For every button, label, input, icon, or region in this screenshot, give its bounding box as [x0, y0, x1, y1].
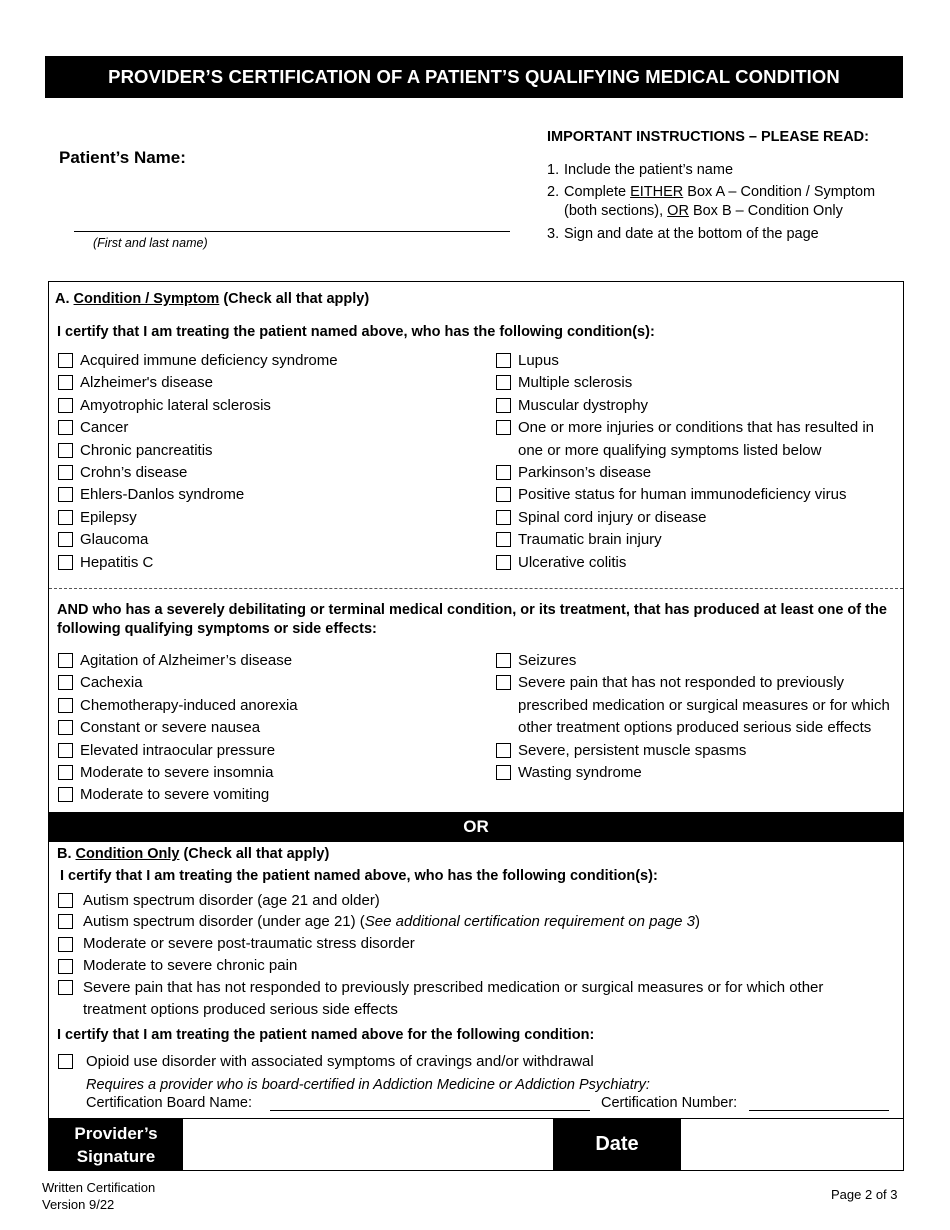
- condition-checkbox-item: [58, 890, 858, 912]
- checkbox-label: Severe pain that has not responded to previously prescribed medication or surgical measures or for which other treatment options produced serious side effects: [83, 979, 824, 1019]
- checkbox[interactable]: [496, 353, 511, 368]
- checkbox[interactable]: [58, 765, 73, 780]
- checkbox-item: [496, 507, 891, 529]
- box-a-symptoms-heading: AND who has a severely debilitating or terminal medical condition, or its treatment, that has produced at least one of the following qualifying symptoms or side effects:: [57, 602, 887, 637]
- checkbox-label: Seizures: [518, 652, 577, 669]
- box-b-title: B. Condition Only (Check all that apply): [57, 846, 330, 862]
- checkbox[interactable]: [58, 510, 73, 525]
- checkbox-label: Chemotherapy-induced anorexia: [80, 696, 298, 714]
- checkbox-item: [496, 672, 901, 739]
- instruction-item: [547, 161, 912, 180]
- checkbox[interactable]: [496, 675, 511, 690]
- checkbox[interactable]: [496, 398, 511, 413]
- checkbox-label: Lupus: [518, 352, 559, 369]
- instruction-number: 3.: [547, 226, 560, 242]
- checkbox-label: Traumatic brain injury: [518, 531, 662, 549]
- condition-checkbox-item: [58, 911, 858, 933]
- box-a-title: A. Condition / Symptom (Check all that apply): [55, 291, 370, 307]
- or-emphasis: OR: [667, 203, 689, 219]
- checkbox-item: [496, 740, 901, 762]
- box-a-conditions-left: [58, 350, 478, 580]
- instruction-text: Include the patient’s name: [564, 162, 734, 178]
- box-a-conditions-right: [496, 350, 896, 580]
- checkbox[interactable]: [58, 937, 73, 952]
- checkbox-item: [58, 372, 478, 394]
- checkbox-label: Acquired immune deficiency syndrome: [80, 352, 338, 369]
- checkbox-item: [496, 462, 891, 484]
- checkbox-label: Moderate to severe vomiting: [80, 786, 270, 804]
- checkbox[interactable]: [58, 675, 73, 690]
- checkbox-item: [58, 395, 478, 417]
- certification-number-field[interactable]: [749, 1110, 889, 1111]
- checkbox-label: Moderate to severe chronic pain: [83, 957, 298, 974]
- checkbox-label: Opioid use disorder with associated symptoms of cravings and/or withdrawal: [86, 1053, 594, 1070]
- checkbox-label: Moderate or severe post-traumatic stress disorder: [83, 935, 415, 952]
- box-a-symptoms-left: [58, 650, 478, 810]
- checkbox-label: Crohn’s disease: [80, 464, 188, 481]
- checkbox[interactable]: [496, 465, 511, 480]
- patient-name-field[interactable]: [74, 231, 510, 232]
- checkbox-item: [58, 529, 478, 551]
- checkbox[interactable]: [58, 555, 73, 570]
- checkbox-label: Severe pain that has not responded to previously prescribed medication or surgical measures or for which other treatment options produced serious side effects: [518, 674, 890, 737]
- checkbox-item: [496, 417, 891, 462]
- checkbox-item: [496, 372, 891, 394]
- checkbox-label: Glaucoma: [80, 531, 149, 549]
- checkbox-label: Cachexia: [80, 674, 143, 692]
- checkbox-label: Constant or severe nausea: [80, 719, 261, 737]
- checkbox-label: Epilepsy: [80, 508, 137, 526]
- certification-number-label: Certification Number:: [601, 1095, 738, 1111]
- checkbox[interactable]: [58, 653, 73, 668]
- date-label: Date: [553, 1119, 681, 1170]
- checkbox-item: [58, 672, 478, 694]
- checkbox[interactable]: [496, 765, 511, 780]
- condition-checkbox-item: [58, 933, 858, 955]
- checkbox[interactable]: [58, 787, 73, 802]
- checkbox-item: [58, 740, 478, 762]
- checkbox[interactable]: [58, 959, 73, 974]
- box-b-certify-statement: I certify that I am treating the patient named above, who has the following condition(s):: [60, 868, 658, 884]
- checkbox[interactable]: [58, 443, 73, 458]
- checkbox-label: Moderate to severe insomnia: [80, 764, 274, 781]
- checkbox-label: Ehlers-Danlos syndrome: [80, 486, 245, 504]
- checkbox[interactable]: [58, 980, 73, 995]
- signature-row: [48, 1118, 904, 1171]
- checkbox-item: [496, 350, 891, 372]
- checkbox-label: Amyotrophic lateral sclerosis: [80, 396, 271, 414]
- patient-name-hint: (First and last name): [93, 236, 208, 250]
- checkbox[interactable]: [496, 420, 511, 435]
- checkbox-label: Parkinson’s disease: [518, 464, 652, 481]
- checkbox-label: Cancer: [80, 419, 129, 437]
- checkbox-label: Muscular dystrophy: [518, 396, 649, 414]
- checkbox-item: [496, 762, 901, 784]
- checkbox-label: Autism spectrum disorder (age 21 and older): [83, 892, 380, 909]
- box-b-certify-statement-2: I certify that I am treating the patient named above for the following condition:: [57, 1027, 595, 1043]
- checkbox-label: Positive status for human immunodeficiency virus: [518, 486, 847, 504]
- checkbox-item: [58, 462, 478, 484]
- checkbox[interactable]: [58, 720, 73, 735]
- box-a-symptoms-right: [496, 650, 901, 810]
- section-divider: [49, 588, 903, 589]
- footer-page-number: Page 2 of 3: [831, 1187, 898, 1202]
- condition-checkbox-item: [58, 955, 858, 977]
- instruction-number: 2.: [547, 184, 560, 200]
- checkbox[interactable]: [58, 532, 73, 547]
- patient-name-label: Patient’s Name:: [59, 148, 186, 167]
- instructions-title: IMPORTANT INSTRUCTIONS – PLEASE READ:: [547, 129, 869, 145]
- checkbox-item: [58, 440, 478, 462]
- date-field[interactable]: [681, 1119, 903, 1170]
- checkbox[interactable]: [496, 532, 511, 547]
- checkbox[interactable]: [496, 487, 511, 502]
- provider-signature-label: Provider’s Signature: [49, 1119, 183, 1170]
- form-title: PROVIDER’S CERTIFICATION OF A PATIENT’S QUALIFYING MEDICAL CONDITION: [45, 56, 903, 98]
- checkbox-label: Chronic pancreatitis: [80, 441, 213, 459]
- instruction-item: [547, 183, 912, 223]
- checkbox-label: Wasting syndrome: [518, 764, 642, 781]
- checkbox[interactable]: [58, 698, 73, 713]
- checkbox[interactable]: [496, 555, 511, 570]
- instruction-text: Sign and date at the bottom of the page: [564, 226, 819, 242]
- checkbox[interactable]: [496, 375, 511, 390]
- certification-board-label: Certification Board Name:: [86, 1095, 253, 1111]
- checkbox-label: Spinal cord injury or disease: [518, 508, 707, 526]
- checkbox[interactable]: [58, 375, 73, 390]
- checkbox-label: Multiple sclerosis: [518, 374, 633, 392]
- checkbox[interactable]: [58, 487, 73, 502]
- checkbox-item: [58, 650, 478, 672]
- either-emphasis: EITHER: [630, 184, 684, 200]
- footer-version: Version 9/22: [42, 1197, 115, 1212]
- checkbox[interactable]: [58, 420, 73, 435]
- checkbox-label: Alzheimer's disease: [80, 374, 213, 392]
- checkbox[interactable]: [58, 398, 73, 413]
- checkbox-label: Autism spectrum disorder (under age 21) (See additional certification requirement on page 3): [83, 913, 701, 930]
- checkbox-item: [496, 529, 891, 551]
- condition-checkbox-item: [58, 977, 858, 1021]
- checkbox[interactable]: [58, 893, 73, 908]
- checkbox-item: [496, 650, 901, 672]
- certification-board-field[interactable]: [270, 1110, 590, 1111]
- checkbox-item: [496, 484, 891, 506]
- checkbox[interactable]: [496, 743, 511, 758]
- checkbox-item: [58, 784, 478, 806]
- instruction-text: Complete EITHER Box A – Condition / Symptom (both sections), OR Box B – Condition Only: [564, 184, 876, 219]
- checkbox-item: [496, 395, 891, 417]
- condition-checkbox-item: [58, 1051, 858, 1073]
- checkbox-item: [58, 350, 478, 372]
- checkbox[interactable]: [58, 353, 73, 368]
- checkbox-label: Hepatitis C: [80, 553, 154, 571]
- checkbox-item: [58, 717, 478, 739]
- checkbox-label: Elevated intraocular pressure: [80, 741, 276, 759]
- checkbox-item: [58, 484, 478, 506]
- checkbox[interactable]: [58, 465, 73, 480]
- footer-form-name: Written Certification: [42, 1180, 156, 1195]
- checkbox-item: [58, 762, 478, 784]
- checkbox[interactable]: [58, 1054, 73, 1069]
- box-a-certify-statement: I certify that I am treating the patient named above, who has the following condition(s):: [57, 324, 655, 340]
- checkbox[interactable]: [58, 743, 73, 758]
- board-certification-requirement: Requires a provider who is board-certified in Addiction Medicine or Addiction Psychiatry:: [86, 1077, 650, 1093]
- or-divider: OR: [48, 812, 904, 842]
- checkbox-item: [58, 507, 478, 529]
- checkbox[interactable]: [496, 510, 511, 525]
- checkbox-label: One or more injuries or conditions that has resulted in one or more qualifying symptoms listed below: [518, 419, 875, 459]
- checkbox-item: [496, 552, 891, 574]
- checkbox-label: Severe, persistent muscle spasms: [518, 741, 747, 759]
- provider-signature-field[interactable]: [183, 1119, 553, 1170]
- instruction-number: 1.: [547, 162, 560, 178]
- checkbox-item: [58, 417, 478, 439]
- checkbox[interactable]: [496, 653, 511, 668]
- checkbox[interactable]: [58, 914, 73, 929]
- instruction-item: [547, 225, 912, 244]
- checkbox-item: [58, 695, 478, 717]
- checkbox-label: Agitation of Alzheimer’s disease: [80, 652, 293, 669]
- checkbox-label: Ulcerative colitis: [518, 553, 627, 571]
- checkbox-item: [58, 552, 478, 574]
